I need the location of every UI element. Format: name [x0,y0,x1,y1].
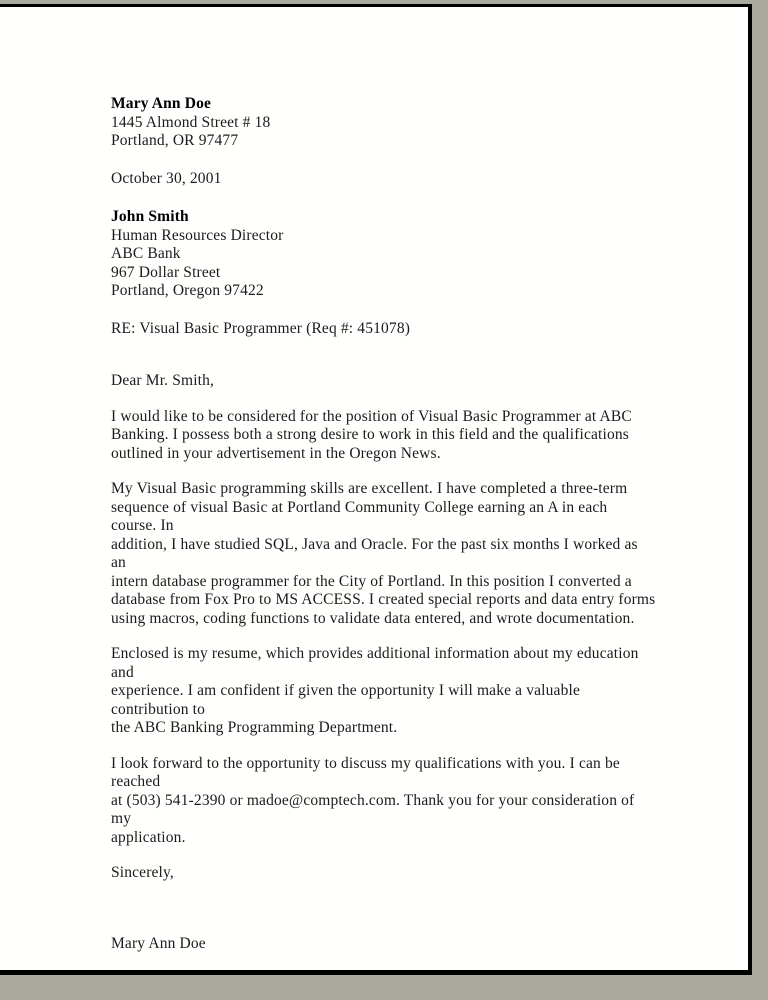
closing-block [111,864,656,883]
paragraph-line: experience. I am confident if given the opportunity I will make a valuable contribution to [111,682,585,718]
recipient-title: Human Resources Director [111,226,284,244]
body-paragraph-skills [111,480,656,628]
paragraph-line: intern database programmer for the City of Portland. In this position I converted a [111,572,632,590]
letter-date: October 30, 2001 [111,169,222,187]
sender-name: Mary Ann Doe [111,95,212,112]
paragraph-line: the ABC Banking Programming Department. [111,719,398,736]
paragraph-line: application. [111,828,186,846]
paragraph-line: database from Fox Pro to MS ACCESS. I created special reports and data entry forms [111,591,656,608]
signature-block [111,935,656,954]
recipient-company: ABC Bank [111,245,181,262]
document-page [0,4,752,975]
paragraph-line: addition, I have studied SQL, Java and Oracle. For the past six months I worked as an [111,535,642,571]
signature-name: Mary Ann Doe [111,934,206,952]
body-paragraph-intro [111,408,656,464]
recipient-name: John Smith [111,208,189,225]
salutation-block [111,372,656,391]
paragraph-line: at (503) 541-2390 or madoe@comptech.com. Thank you for your consideration of my [111,791,639,827]
sender-address-block [111,95,656,151]
sender-city-state-zip: Portland, OR 97477 [111,132,239,149]
body-paragraph-contact [111,755,656,848]
paragraph-line: I would like to be considered for the position of Visual Basic Programmer at ABC [111,407,632,425]
sender-street: 1445 Almond Street # 18 [111,113,271,131]
paragraph-line: using macros, coding functions to validate data entered, and wrote documentation. [111,609,635,627]
paragraph-line: Banking. I possess both a strong desire to work in this field and the qualifications [111,426,629,443]
body-paragraph-resume [111,645,656,738]
salutation: Dear Mr. Smith, [111,372,215,389]
recipient-address-block [111,208,656,301]
paragraph-line: sequence of visual Basic at Portland Community College earning an A in each course. In [111,498,612,534]
letter-date-block [111,170,656,189]
recipient-street: 967 Dollar Street [111,263,221,281]
paragraph-line: I look forward to the opportunity to discuss my qualifications with you. I can be reached [111,754,624,790]
paragraph-line: My Visual Basic programming skills are excellent. I have completed a three-term [111,480,628,497]
recipient-city-state-zip: Portland, Oregon 97422 [111,282,264,299]
paragraph-line: Enclosed is my resume, which provides additional information about my education and [111,645,643,681]
letter-body [111,95,656,953]
closing-salutation: Sincerely, [111,864,174,881]
paragraph-line: outlined in your advertisement in the Oregon News. [111,444,441,462]
subject-line: RE: Visual Basic Programmer (Req #: 451078) [111,319,411,337]
subject-line-block [111,320,656,339]
